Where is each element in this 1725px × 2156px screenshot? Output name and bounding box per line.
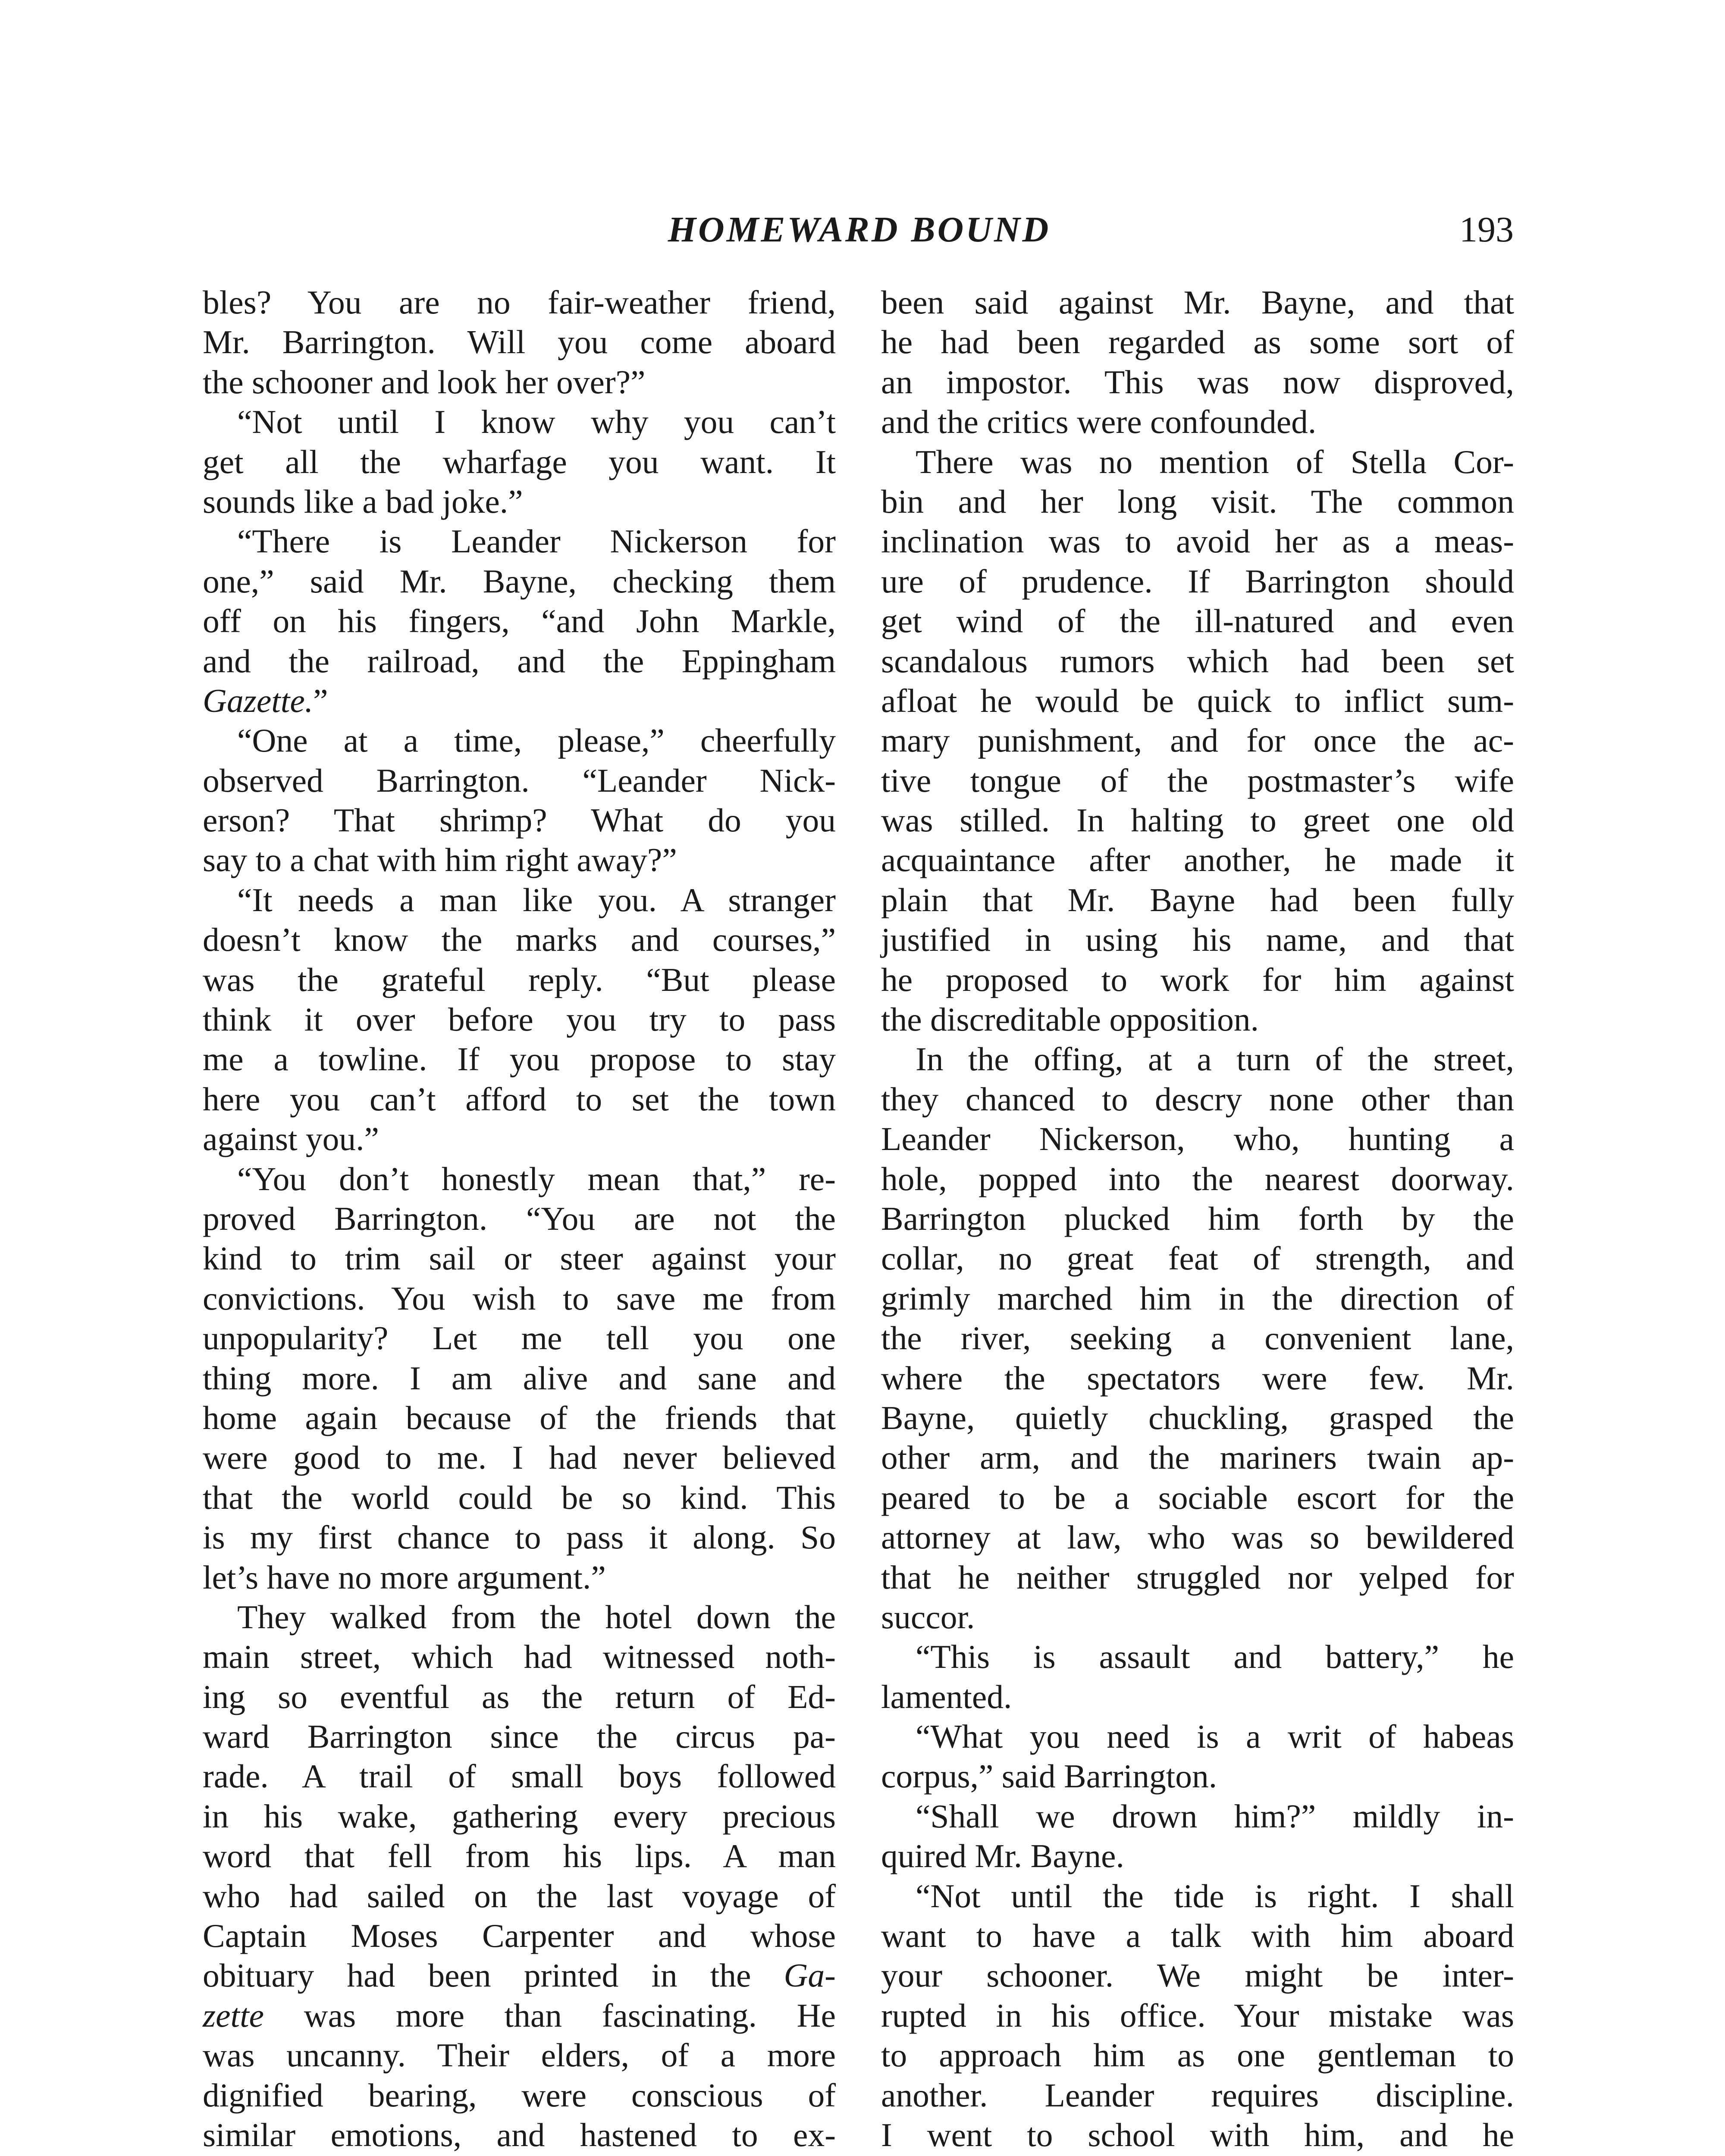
text-line: and the critics were confounded.: [881, 403, 1317, 441]
text-line: get wind of the ill-natured and even: [881, 602, 1514, 640]
text-line: rupted in his office. Your mistake was: [881, 1996, 1514, 2034]
text-line: the river, seeking a convenient lane,: [881, 1319, 1514, 1357]
text-line: There was no mention of Stella Cor-: [916, 443, 1514, 480]
text-line: the schooner and look her over?”: [203, 363, 646, 401]
text-line: he had been regarded as some sort of: [881, 323, 1514, 361]
text-line: ing so eventful as the return of Ed-: [203, 1678, 836, 1715]
text-line: main street, which had witnessed noth-: [203, 1638, 836, 1676]
text-line: your schooner. We might be inter-: [881, 1957, 1514, 1994]
text-line: one,” said Mr. Bayne, checking them: [203, 562, 836, 600]
text-line: erson? That shrimp? What do you: [203, 802, 836, 839]
text-line: inclination was to avoid her as a meas-: [881, 523, 1514, 560]
text-line: justified in using his name, and that: [881, 921, 1514, 959]
text-line: Leander Nickerson, who, hunting a: [881, 1120, 1514, 1158]
text-line: scandalous rumors which had been set: [881, 642, 1514, 680]
text-line: home again because of the friends that: [203, 1399, 836, 1436]
text-line: was the grateful reply. “But please: [203, 961, 836, 998]
text-line: proved Barrington. “You are not the: [203, 1200, 836, 1237]
text-line: lamented.: [881, 1678, 1012, 1715]
text-line: plain that Mr. Bayne had been fully: [881, 881, 1514, 918]
text-line: unpopularity? Let me tell you one: [203, 1319, 836, 1357]
text-line: tive tongue of the postmaster’s wife: [881, 761, 1514, 799]
text-line: in his wake, gathering every precious: [203, 1797, 836, 1835]
text-line: want to have a talk with him aboard: [881, 1917, 1514, 1955]
text-line: “Not until the tide is right. I shall: [916, 1877, 1514, 1915]
text-line: is my first chance to pass it along. So: [203, 1519, 836, 1556]
text-line: rade. A trail of small boys followed: [203, 1758, 836, 1795]
text-line: peared to be a sociable escort for the: [881, 1479, 1514, 1516]
text-line: ward Barrington since the circus pa-: [203, 1718, 836, 1755]
text-line: grimly marched him in the direction of: [881, 1279, 1514, 1317]
text-line: kind to trim sail or steer against your: [203, 1240, 836, 1277]
text-line: Mr. Barrington. Will you come aboard: [203, 323, 836, 361]
text-line: “Shall we drown him?” mildly in-: [916, 1797, 1514, 1835]
text-line: “What you need is a writ of habeas: [916, 1718, 1514, 1755]
text-line: think it over before you try to pass: [203, 1001, 836, 1038]
text-line: convictions. You wish to save me from: [203, 1279, 836, 1317]
text-line: quired Mr. Bayne.: [881, 1837, 1124, 1875]
text-line: bles? You are no fair-weather friend,: [203, 284, 836, 321]
text-line: say to a chat with him right away?”: [203, 841, 677, 879]
text-line: Gazette.”: [203, 682, 328, 719]
text-line: let’s have no more argument.”: [203, 1558, 606, 1596]
text-line: where the spectators were few. Mr.: [881, 1359, 1514, 1397]
text-line: doesn’t know the marks and courses,”: [203, 921, 836, 959]
text-line: hole, popped into the nearest doorway.: [881, 1160, 1514, 1197]
text-line: In the offing, at a turn of the street,: [916, 1040, 1514, 1078]
text-line: thing more. I am alive and sane and: [203, 1359, 836, 1397]
text-line: corpus,” said Barrington.: [881, 1758, 1217, 1795]
left-text-column: [203, 282, 836, 2156]
text-line: sounds like a bad joke.”: [203, 483, 523, 520]
text-line: he proposed to work for him against: [881, 961, 1514, 998]
text-line: Bayne, quietly chuckling, grasped the: [881, 1399, 1514, 1436]
text-line: “This is assault and battery,” he: [916, 1638, 1514, 1676]
text-line: zette was more than fascinating. He: [203, 1996, 836, 2034]
text-line: against you.”: [203, 1120, 379, 1158]
text-line: “One at a time, please,” cheerfully: [237, 722, 836, 759]
text-line: obituary had been printed in the Ga-: [203, 1957, 836, 1994]
text-line: “There is Leander Nickerson for: [237, 523, 836, 560]
text-line: “You don’t honestly mean that,” re-: [237, 1160, 836, 1197]
text-line: who had sailed on the last voyage of: [203, 1877, 836, 1915]
right-text-column: [881, 282, 1514, 2156]
text-line: they chanced to descry none other than: [881, 1080, 1514, 1118]
text-line: ure of prudence. If Barrington should: [881, 562, 1514, 600]
text-line: was stilled. In halting to greet one old: [881, 802, 1514, 839]
text-line: an impostor. This was now disproved,: [881, 363, 1514, 401]
text-line: observed Barrington. “Leander Nick-: [203, 761, 836, 799]
text-line: They walked from the hotel down the: [237, 1598, 836, 1636]
text-line: I went to school with him, and he: [881, 2116, 1514, 2153]
text-line: off on his fingers, “and John Markle,: [203, 602, 836, 640]
text-line: acquaintance after another, he made it: [881, 841, 1514, 879]
text-line: Barrington plucked him forth by the: [881, 1200, 1514, 1237]
text-line: similar emotions, and hastened to ex-: [203, 2116, 836, 2153]
text-line: here you can’t afford to set the town: [203, 1080, 836, 1118]
text-line: the discreditable opposition.: [881, 1001, 1259, 1038]
text-line: and the railroad, and the Eppingham: [203, 642, 836, 680]
text-line: that he neither struggled nor yelped for: [881, 1558, 1514, 1596]
text-line: afloat he would be quick to inflict sum-: [881, 682, 1514, 719]
page-number: 193: [1459, 210, 1514, 250]
text-line: me a towline. If you propose to stay: [203, 1040, 836, 1078]
text-line: mary punishment, and for once the ac-: [881, 722, 1514, 759]
text-line: dignified bearing, were conscious of: [203, 2076, 836, 2114]
text-line: other arm, and the mariners twain ap-: [881, 1439, 1514, 1476]
running-head: [205, 206, 1514, 254]
text-line: was uncanny. Their elders, of a more: [203, 2037, 836, 2074]
text-line: succor.: [881, 1598, 975, 1636]
text-line: another. Leander requires discipline.: [881, 2076, 1514, 2114]
text-line: to approach him as one gentleman to: [881, 2037, 1514, 2074]
text-line: word that fell from his lips. A man: [203, 1837, 836, 1875]
text-line: Captain Moses Carpenter and whose: [203, 1917, 836, 1955]
text-line: “It needs a man like you. A stranger: [237, 881, 836, 918]
text-line: collar, no great feat of strength, and: [881, 1240, 1514, 1277]
text-line: were good to me. I had never believed: [203, 1439, 836, 1476]
text-line: attorney at law, who was so bewildered: [881, 1519, 1514, 1556]
text-line: “Not until I know why you can’t: [237, 403, 836, 441]
text-line: bin and her long visit. The common: [881, 483, 1514, 520]
text-line: get all the wharfage you want. It: [203, 443, 836, 480]
text-line: that the world could be so kind. This: [203, 1479, 836, 1516]
text-line: been said against Mr. Bayne, and that: [881, 284, 1514, 321]
running-title: HOMEWARD BOUND: [668, 210, 1051, 250]
